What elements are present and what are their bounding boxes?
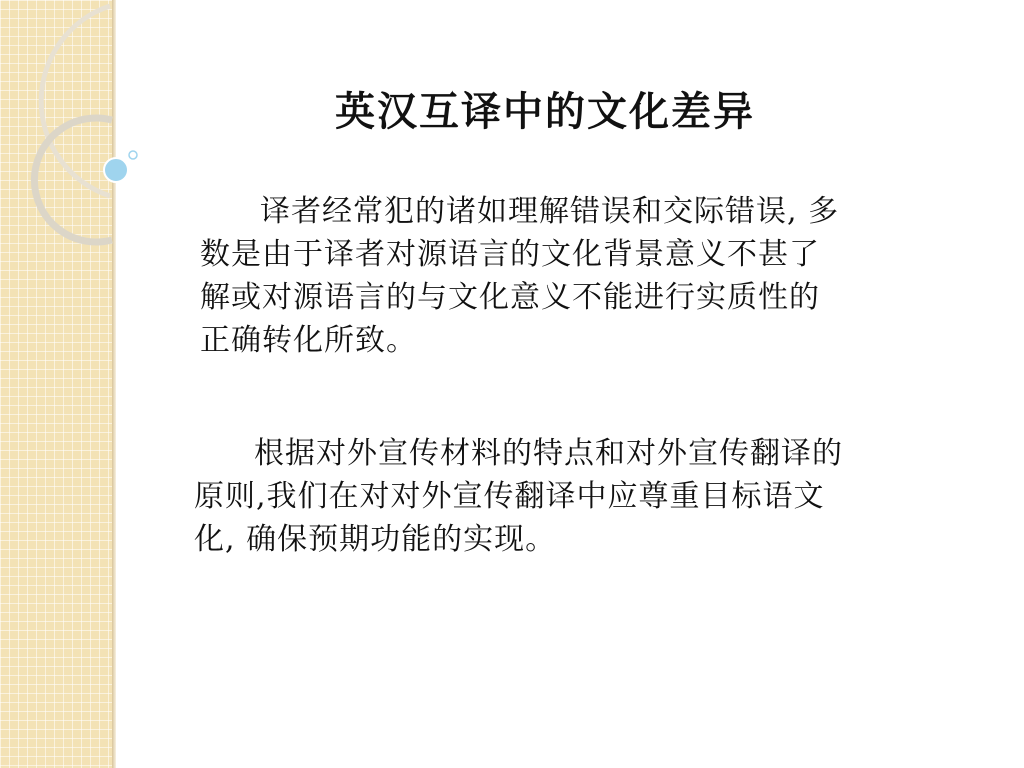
decorative-grid-panel (0, 0, 112, 768)
paragraph-publicity-translation: 根据对外宣传材料的特点和对外宣传翻译的原则,我们在对对外宣传翻译中应尊重目标语文化, 确保预期功能的实现。 (194, 436, 843, 557)
slide-title: 英汉互译中的文化差异 (335, 88, 755, 135)
panel-edge-divider (112, 0, 116, 768)
small-bubble (129, 151, 137, 159)
paragraph-translation-errors: 译者经常犯的诸如理解错误和交际错误, 多数是由于译者对源语言的文化背景意义不甚了解或对源语言的与文化意义不能进行实质性的正确转化所致。 (200, 194, 840, 358)
